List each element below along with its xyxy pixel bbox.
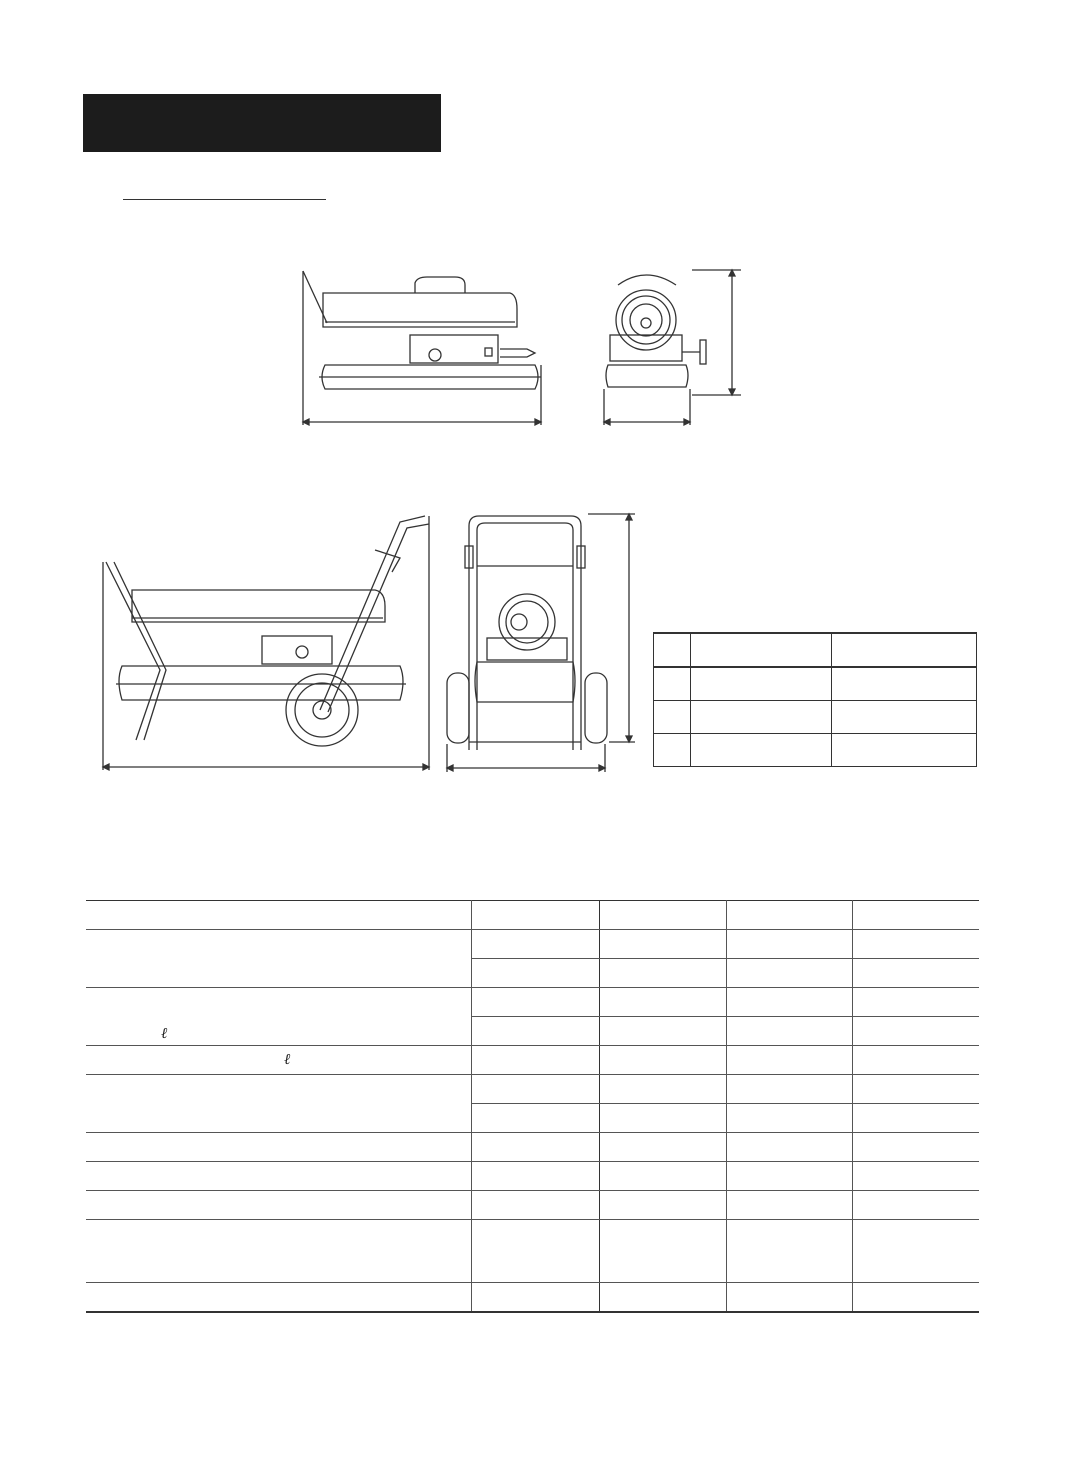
- spec-row: [86, 1220, 979, 1283]
- spec-cell: [472, 1075, 600, 1104]
- spec-column-header: [853, 901, 980, 930]
- spec-label: [86, 1162, 472, 1191]
- spec-row: [86, 988, 979, 1017]
- spec-cell: [600, 959, 727, 988]
- spec-cell: [472, 1162, 600, 1191]
- spec-cell: [472, 959, 600, 988]
- spec-cell: [600, 930, 727, 959]
- spec-row: [86, 1191, 979, 1220]
- dimension-value: [691, 667, 832, 701]
- spec-cell: [726, 1191, 853, 1220]
- spec-cell: [726, 1104, 853, 1133]
- spec-cell: [472, 1220, 600, 1283]
- specification-table: [86, 900, 979, 1313]
- liter-unit-glyph: ℓ: [284, 1050, 291, 1068]
- heater-with-wheels-front-view-drawing: [443, 510, 638, 775]
- spec-cell: [600, 1017, 727, 1046]
- spec-cell: [600, 1162, 727, 1191]
- spec-row: [86, 1133, 979, 1162]
- dimension-value-header-1: [691, 633, 832, 667]
- spec-cell: [853, 1283, 980, 1313]
- spec-cell: [600, 988, 727, 1017]
- spec-cell: [600, 1133, 727, 1162]
- dimension-table: [653, 632, 977, 767]
- spec-cell: [853, 1220, 980, 1283]
- spec-cell: [853, 1191, 980, 1220]
- dimension-value: [832, 701, 977, 734]
- spec-cell: [853, 1133, 980, 1162]
- spec-cell: [600, 1191, 727, 1220]
- spec-cell: [853, 1017, 980, 1046]
- spec-cell: [472, 988, 600, 1017]
- spec-row: [86, 930, 979, 959]
- spec-cell: [726, 1283, 853, 1313]
- spec-cell: [726, 1162, 853, 1191]
- spec-header-row: [86, 901, 979, 930]
- spec-cell: [726, 1046, 853, 1075]
- spec-cell: [853, 930, 980, 959]
- heater-with-wheels-side-view-drawing: [100, 510, 435, 775]
- section-title-bar: [83, 94, 441, 152]
- spec-cell: [853, 1104, 980, 1133]
- spec-cell: [472, 1283, 600, 1313]
- dimension-table-row: [654, 667, 977, 701]
- dimension-key: [654, 667, 691, 701]
- spec-label: [86, 1075, 472, 1133]
- spec-column-header: [600, 901, 727, 930]
- dimension-value: [691, 734, 832, 767]
- spec-cell: [726, 1220, 853, 1283]
- spec-cell: [472, 930, 600, 959]
- dimension-value-header-2: [832, 633, 977, 667]
- spec-cell: [726, 1075, 853, 1104]
- spec-cell: [853, 988, 980, 1017]
- dimension-key: [654, 701, 691, 734]
- dimension-value: [832, 734, 977, 767]
- spec-cell: [726, 930, 853, 959]
- spec-cell: [472, 1017, 600, 1046]
- spec-row: [86, 1046, 979, 1075]
- heater-front-view-drawing: [598, 265, 743, 435]
- subtitle-underline: [123, 199, 326, 200]
- spec-cell: [726, 959, 853, 988]
- spec-cell: [853, 1075, 980, 1104]
- spec-cell: [600, 1075, 727, 1104]
- spec-cell: [472, 1191, 600, 1220]
- spec-cell: [472, 1046, 600, 1075]
- spec-label: [86, 988, 472, 1046]
- spec-cell: [600, 1046, 727, 1075]
- liter-unit-glyph: ℓ: [161, 1024, 168, 1042]
- heater-side-view-drawing: [295, 265, 555, 435]
- spec-label: [86, 1283, 472, 1313]
- spec-cell: [472, 1133, 600, 1162]
- spec-label: [86, 1220, 472, 1283]
- dimension-table-row: [654, 734, 977, 767]
- dimension-key: [654, 734, 691, 767]
- spec-label: [86, 1046, 472, 1075]
- spec-cell: [600, 1283, 727, 1313]
- spec-cell: [853, 1162, 980, 1191]
- spec-cell: [853, 1046, 980, 1075]
- spec-cell: [600, 1104, 727, 1133]
- spec-cell: [853, 959, 980, 988]
- dimension-key-header: [654, 633, 691, 667]
- spec-column-header: [726, 901, 853, 930]
- spec-cell: [726, 1017, 853, 1046]
- dimension-value: [832, 667, 977, 701]
- spec-row: [86, 1283, 979, 1313]
- spec-label: [86, 1191, 472, 1220]
- spec-column-header: [472, 901, 600, 930]
- dimension-table-row: [654, 701, 977, 734]
- spec-row: [86, 1162, 979, 1191]
- spec-cell: [600, 1220, 727, 1283]
- spec-cell: [726, 988, 853, 1017]
- spec-label: [86, 930, 472, 988]
- spec-row: [86, 1075, 979, 1104]
- spec-label: [86, 901, 472, 930]
- spec-label: [86, 1133, 472, 1162]
- dimension-value: [691, 701, 832, 734]
- spec-cell: [726, 1133, 853, 1162]
- dimension-table-header-row: [654, 633, 977, 667]
- spec-cell: [472, 1104, 600, 1133]
